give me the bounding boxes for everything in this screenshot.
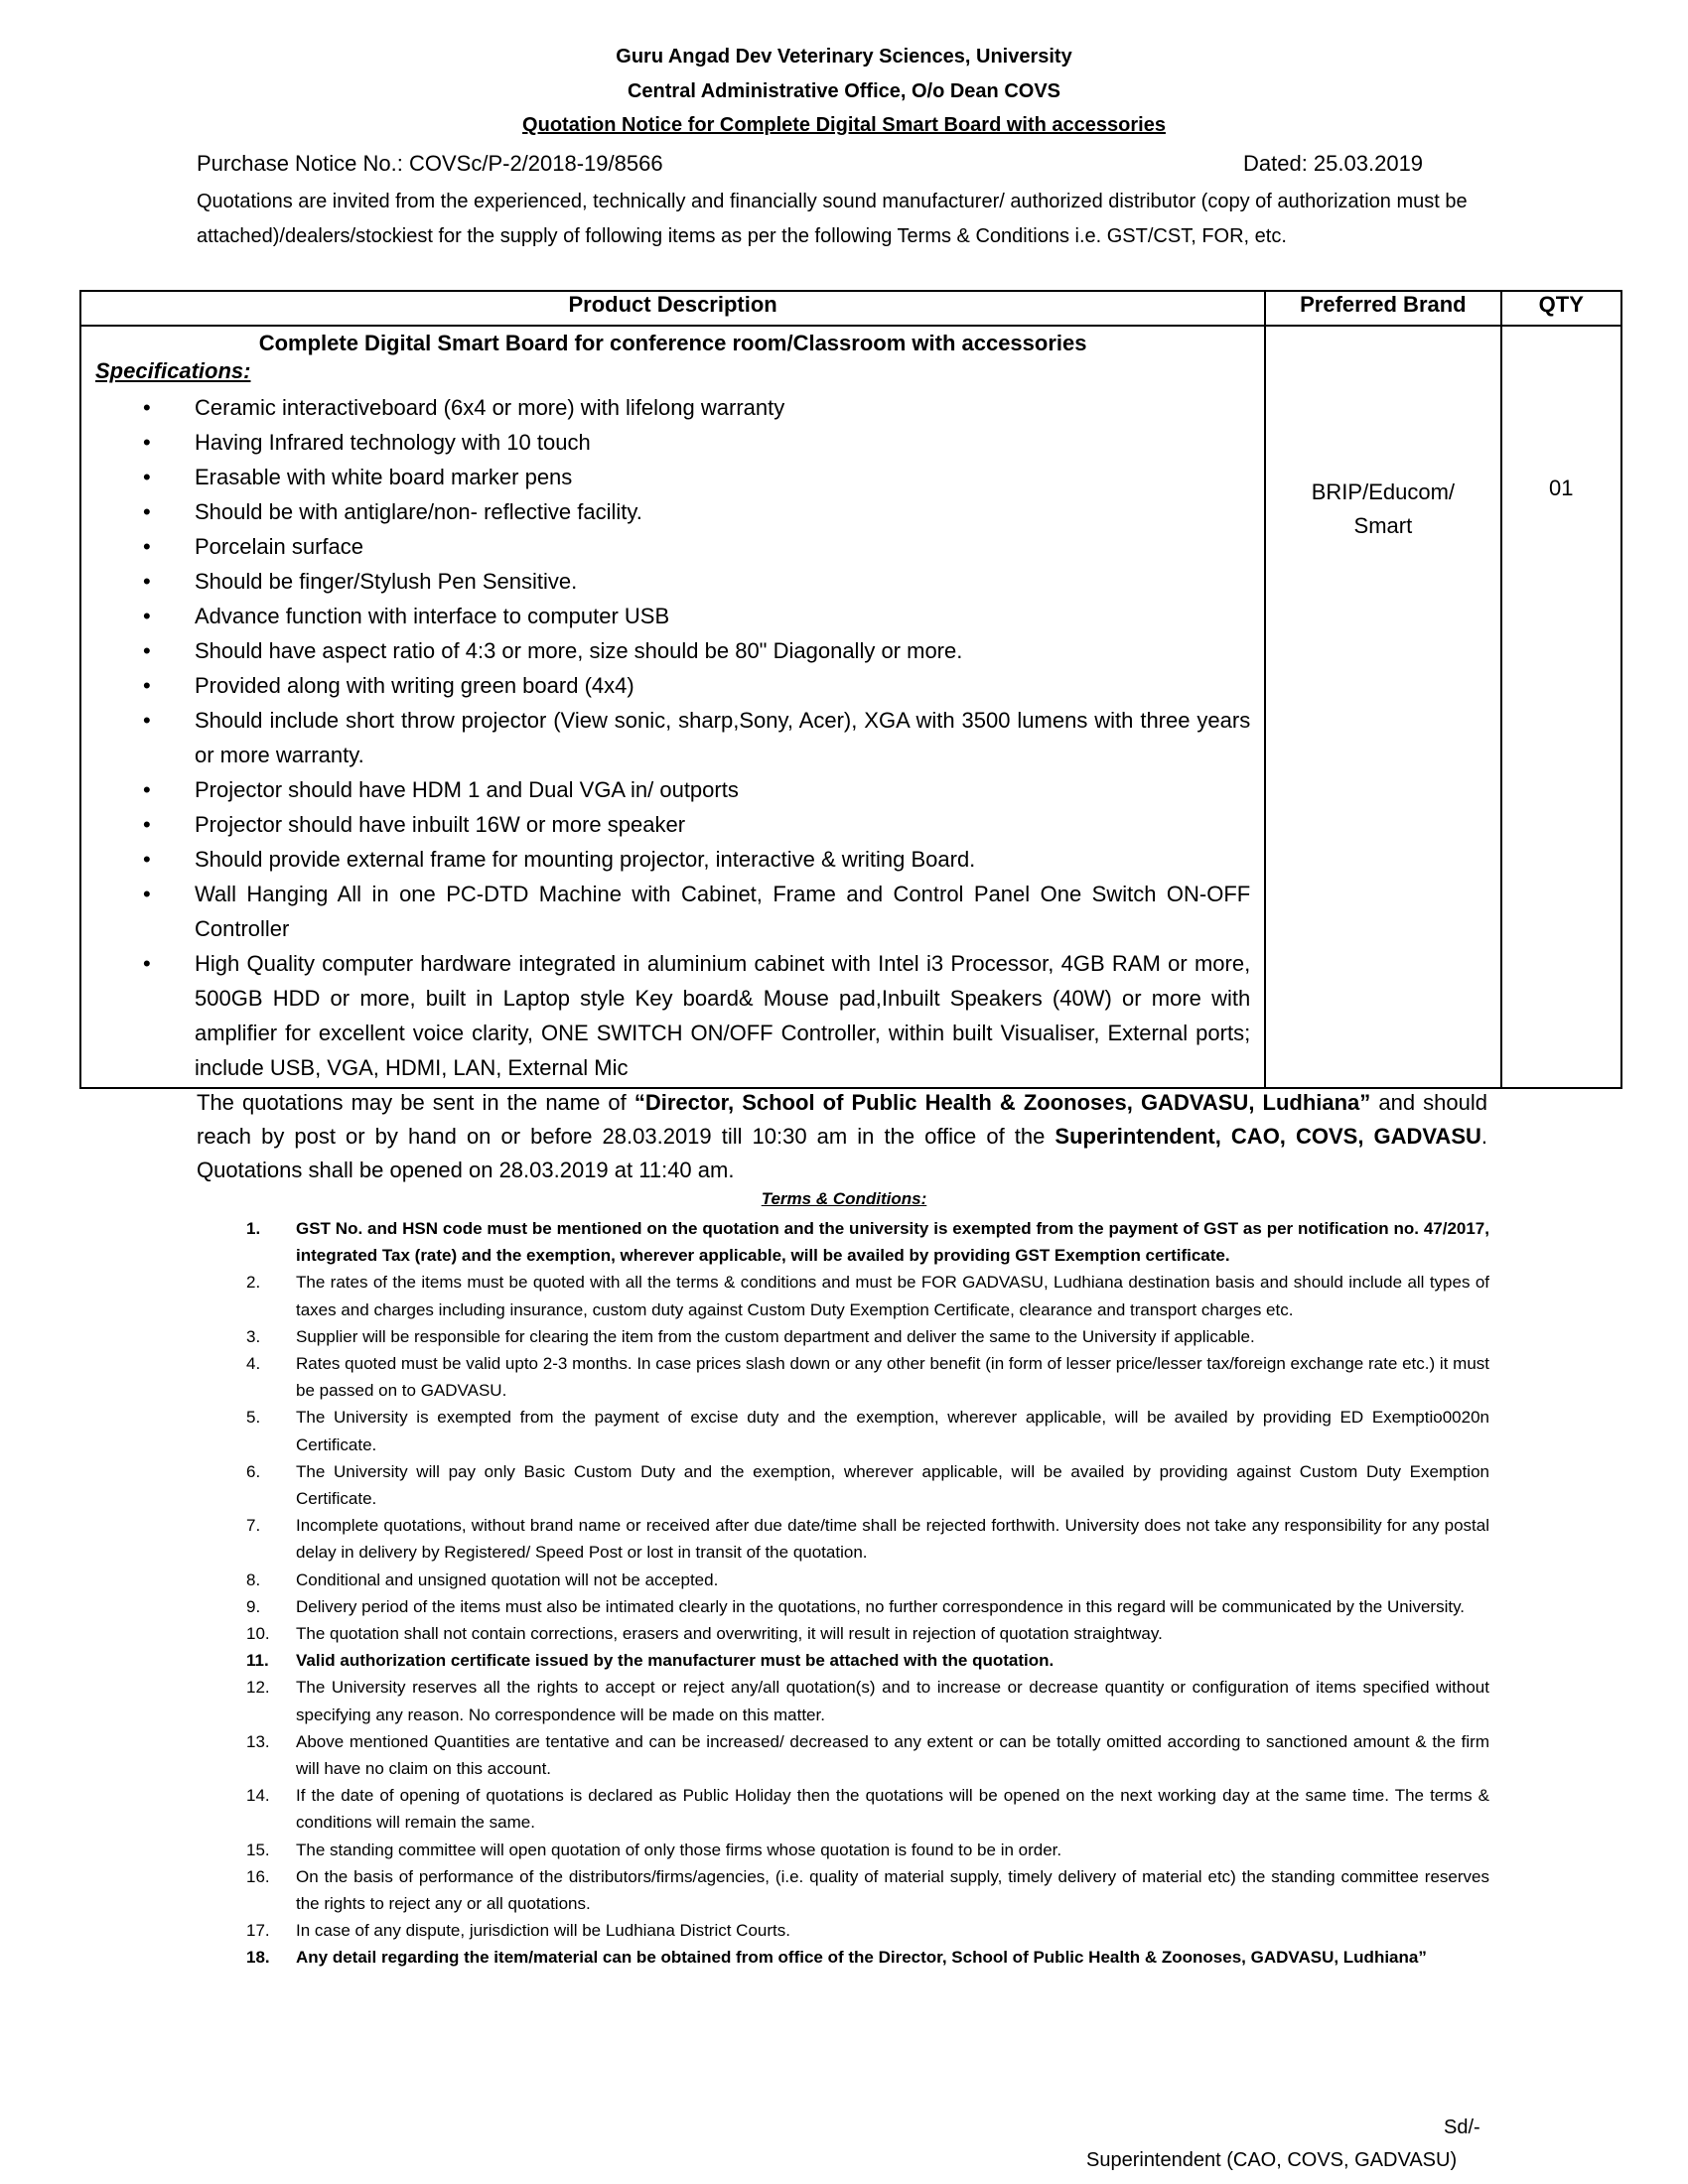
term-number: 18. bbox=[246, 1948, 270, 1968]
term-text: The rates of the items must be quoted with all the terms & conditions and must be FOR GADVASU, Ludhiana destination basis and should include all types of taxes and charges including insurance, custom duty against Custom Duty Exemption Certificate, clearance and transport charges etc. bbox=[296, 1273, 1489, 1319]
term-number: 8. bbox=[246, 1570, 261, 1589]
brand-line-1: BRIP/Educom/ bbox=[1311, 479, 1456, 504]
list-item bbox=[238, 1269, 1489, 1322]
term-number: 12. bbox=[246, 1678, 270, 1698]
term-text: The quotation shall not contain corrections, erasers and overwriting, it will result in rejection of quotation straightway. bbox=[296, 1624, 1163, 1644]
bullet-icon: • bbox=[143, 708, 151, 733]
list-item bbox=[238, 1674, 1489, 1727]
bullet-icon: • bbox=[143, 499, 151, 524]
term-text: In case of any dispute, jurisdiction will be Ludhiana District Courts. bbox=[296, 1921, 790, 1941]
spec-text: Ceramic interactiveboard (6x4 or more) with lifelong warranty bbox=[195, 395, 785, 420]
spec-text: Should be with antiglare/non- reflective facility. bbox=[195, 499, 642, 524]
term-text: Supplier will be responsible for clearing the item from the custom department and deliver the same to the University if applicable. bbox=[296, 1326, 1255, 1346]
bullet-icon: • bbox=[143, 777, 151, 802]
term-text: The University is exempted from the payment of excise duty and the exemption, wherever applicable, will be availed by providing ED Exemptio0020n Certificate. bbox=[296, 1408, 1489, 1454]
list-item bbox=[81, 460, 1264, 494]
notice-date: Dated: 25.03.2019 bbox=[1243, 151, 1424, 176]
spec-text: Projector should have HDM 1 and Dual VGA in/ outports bbox=[195, 777, 739, 802]
bullet-icon: • bbox=[143, 638, 151, 663]
spec-text: Projector should have inbuilt 16W or more speaker bbox=[195, 812, 686, 837]
spec-text: Should provide external frame for mounting projector, interactive & writing Board. bbox=[195, 847, 976, 872]
bullet-icon: • bbox=[143, 951, 151, 976]
list-item bbox=[81, 425, 1264, 460]
term-number: 5. bbox=[246, 1408, 261, 1428]
term-number: 14. bbox=[246, 1786, 270, 1806]
list-item bbox=[238, 1620, 1489, 1647]
bullet-icon: • bbox=[143, 812, 151, 837]
signed-mark: Sd/- bbox=[1444, 2116, 1480, 2138]
list-item bbox=[81, 390, 1264, 425]
list-item bbox=[238, 1350, 1489, 1404]
term-text: The University reserves all the rights to accept or reject any/all quotation(s) and to increase or decrease quantity or configuration of items specified without specifying any reason. No correspondence will be made on this matter. bbox=[296, 1678, 1489, 1724]
header-qty: QTY bbox=[1501, 291, 1621, 326]
product-title: Complete Digital Smart Board for conference room/Classroom with accessories bbox=[258, 331, 1087, 355]
list-item bbox=[81, 703, 1264, 772]
bullet-icon: • bbox=[143, 569, 151, 594]
term-number: 3. bbox=[246, 1326, 261, 1346]
term-number: 9. bbox=[246, 1596, 261, 1616]
list-item bbox=[238, 1647, 1489, 1674]
spec-text: Having Infrared technology with 10 touch bbox=[195, 430, 591, 455]
term-number: 17. bbox=[246, 1921, 270, 1941]
signatory-title: Superintendent (CAO, COVS, GADVASU) bbox=[1086, 2149, 1458, 2171]
office-name: Central Administrative Office, O/o Dean COVS bbox=[627, 80, 1061, 102]
term-text: The standing committee will open quotation of only those firms whose quotation is found to be in order. bbox=[296, 1840, 1062, 1859]
list-item bbox=[238, 1404, 1489, 1457]
term-text: Valid authorization certificate issued by the manufacturer must be attached with the quotation. bbox=[296, 1651, 1055, 1671]
list-item bbox=[81, 564, 1264, 599]
list-item bbox=[81, 842, 1264, 877]
spec-text: Should have aspect ratio of 4:3 or more, size should be 80" Diagonally or more. bbox=[195, 638, 963, 663]
list-item bbox=[238, 1567, 1489, 1593]
spec-text: High Quality computer hardware integrated in aluminium cabinet with Intel i3 Processor, 4GB RAM or more, 500GB HDD or more, built in Laptop style Key board& Mouse pad,Inbuilt Speakers (40W) or more with amplifier for excellent voice clarity, ONE SWITCH ON/OFF Controller, within built Visualiser, External ports; include USB, VGA, HDMI, LAN, External Mic bbox=[195, 951, 1251, 1080]
spec-text: Should include short throw projector (View sonic, sharp,Sony, Acer), XGA with 3500 lumens with three years or more warranty. bbox=[195, 708, 1251, 767]
list-item bbox=[238, 1863, 1489, 1917]
qty-cell bbox=[1501, 326, 1621, 1088]
bullet-icon: • bbox=[143, 604, 151, 628]
submission-paragraph bbox=[197, 1086, 1487, 1187]
list-item bbox=[238, 1215, 1489, 1269]
term-text: On the basis of performance of the distributors/firms/agencies, (i.e. quality of material supply, timely delivery of material etc) the standing committee reserves the rights to reject any or all quotations. bbox=[296, 1866, 1489, 1914]
spec-text: Advance function with interface to computer USB bbox=[195, 604, 670, 628]
submission-text-3: . Quotations shall be opened on 28.03.2019 at 11:40 am. bbox=[197, 1124, 1487, 1182]
term-text: The University will pay only Basic Custom Duty and the exemption, wherever applicable, will be availed by providing against Custom Duty Exemption Certificate. bbox=[296, 1461, 1489, 1509]
product-description-cell bbox=[80, 326, 1265, 1088]
spec-text: Erasable with white board marker pens bbox=[195, 465, 573, 489]
header-product-description: Product Description bbox=[80, 291, 1265, 326]
submission-text-2: and should reach by post or by hand on or before 28.03.2019 till 10:30 am in the office of the bbox=[197, 1090, 1487, 1149]
list-item bbox=[81, 877, 1264, 946]
term-number: 4. bbox=[246, 1354, 261, 1374]
term-text: GST No. and HSN code must be mentioned on the quotation and the university is exempted from the payment of GST as per notification no. 47/2017, integrated Tax (rate) and the exemption, wherever applicable, will be availed by providing GST Exemption certificate. bbox=[296, 1219, 1489, 1266]
preferred-brand-cell bbox=[1265, 326, 1500, 1088]
term-text: Incomplete quotations, without brand name or received after due date/time shall be rejected forthwith. University does not take any responsibility for any postal delay in delivery by Registered/ Speed Post or lost in transit of the quotation. bbox=[296, 1516, 1489, 1563]
term-text: If the date of opening of quotations is declared as Public Holiday then the quotations will be opened on the next working day at the same time. The terms & conditions will remain the same. bbox=[296, 1786, 1489, 1833]
spec-text: Should be finger/Stylush Pen Sensitive. bbox=[195, 569, 578, 594]
list-item bbox=[238, 1728, 1489, 1782]
qty-value: 01 bbox=[1549, 476, 1574, 500]
term-number: 15. bbox=[246, 1840, 270, 1859]
purchase-notice-number: Purchase Notice No.: COVSc/P-2/2018-19/8566 bbox=[197, 151, 663, 176]
list-item bbox=[81, 807, 1264, 842]
term-text: Above mentioned Quantities are tentative and can be increased/ decreased to any extent or can be totally omitted according to sanctioned amount & the firm will have no claim on this account. bbox=[296, 1731, 1489, 1779]
term-number: 11. bbox=[246, 1651, 269, 1671]
list-item bbox=[81, 668, 1264, 703]
table-header-row bbox=[80, 291, 1621, 326]
notice-title: Quotation Notice for Complete Digital Smart Board with accessories bbox=[522, 114, 1166, 136]
list-item bbox=[238, 1837, 1489, 1863]
bullet-icon: • bbox=[143, 430, 151, 455]
term-number: 2. bbox=[246, 1273, 261, 1293]
office-name-bold: Superintendent, CAO, COVS, GADVASU bbox=[1055, 1124, 1481, 1149]
bullet-icon: • bbox=[143, 534, 151, 559]
term-text: Rates quoted must be valid upto 2-3 months. In case prices slash down or any other benefit (in form of lesser price/lesser tax/foreign exchange rate etc.) it must be passed on to GADVASU. bbox=[296, 1354, 1489, 1401]
list-item bbox=[81, 772, 1264, 807]
term-number: 7. bbox=[246, 1516, 261, 1536]
list-item bbox=[81, 529, 1264, 564]
list-item bbox=[81, 946, 1264, 1085]
list-item bbox=[238, 1917, 1489, 1944]
specifications-heading: Specifications: bbox=[95, 358, 251, 383]
bullet-icon: • bbox=[143, 882, 151, 906]
term-number: 16. bbox=[246, 1866, 270, 1886]
list-item bbox=[81, 633, 1264, 668]
specifications-list bbox=[81, 390, 1264, 1085]
list-item bbox=[238, 1323, 1489, 1350]
term-number: 13. bbox=[246, 1731, 270, 1751]
list-item bbox=[238, 1944, 1489, 1971]
submission-text-1: The quotations may be sent in the name of bbox=[197, 1090, 634, 1115]
bullet-icon: • bbox=[143, 395, 151, 420]
addressee-name: “Director, School of Public Health & Zoonoses, GADVASU, Ludhiana” bbox=[633, 1090, 1371, 1115]
bullet-icon: • bbox=[143, 847, 151, 872]
list-item bbox=[238, 1458, 1489, 1512]
term-number: 10. bbox=[246, 1624, 270, 1644]
list-item bbox=[238, 1782, 1489, 1836]
list-item bbox=[238, 1593, 1489, 1620]
spec-text: Porcelain surface bbox=[195, 534, 363, 559]
product-table bbox=[79, 290, 1622, 1089]
spec-text: Wall Hanging All in one PC-DTD Machine with Cabinet, Frame and Control Panel One Switch ON-OFF Controller bbox=[195, 882, 1251, 941]
table-row bbox=[80, 326, 1621, 1088]
bullet-icon: • bbox=[143, 465, 151, 489]
intro-paragraph: Quotations are invited from the experienced, technically and financially sound manufacturer/ authorized distributor (copy of authorization must be attached)/dealers/stockiest for the supply of following items as per the following Terms & Conditions i.e. GST/CST, FOR, etc. bbox=[197, 191, 1468, 247]
spec-text: Provided along with writing green board (4x4) bbox=[195, 673, 634, 698]
bullet-icon: • bbox=[143, 673, 151, 698]
list-item bbox=[81, 599, 1264, 633]
term-text: Delivery period of the items must also be intimated clearly in the quotations, no further correspondence in this regard will be communicated by the University. bbox=[296, 1596, 1466, 1616]
term-number: 1. bbox=[246, 1219, 261, 1238]
university-name: Guru Angad Dev Veterinary Sciences, University bbox=[616, 46, 1072, 68]
brand-line-2: Smart bbox=[1353, 513, 1413, 538]
term-text: Any detail regarding the item/material can be obtained from office of the Director, School of Public Health & Zoonoses, GADVASU, Ludhiana” bbox=[296, 1948, 1427, 1968]
header-preferred-brand: Preferred Brand bbox=[1265, 291, 1500, 326]
list-item bbox=[81, 494, 1264, 529]
terms-list bbox=[238, 1215, 1489, 1972]
list-item bbox=[238, 1512, 1489, 1566]
terms-heading: Terms & Conditions: bbox=[761, 1189, 927, 1208]
term-number: 6. bbox=[246, 1461, 261, 1481]
term-text: Conditional and unsigned quotation will not be accepted. bbox=[296, 1570, 719, 1589]
